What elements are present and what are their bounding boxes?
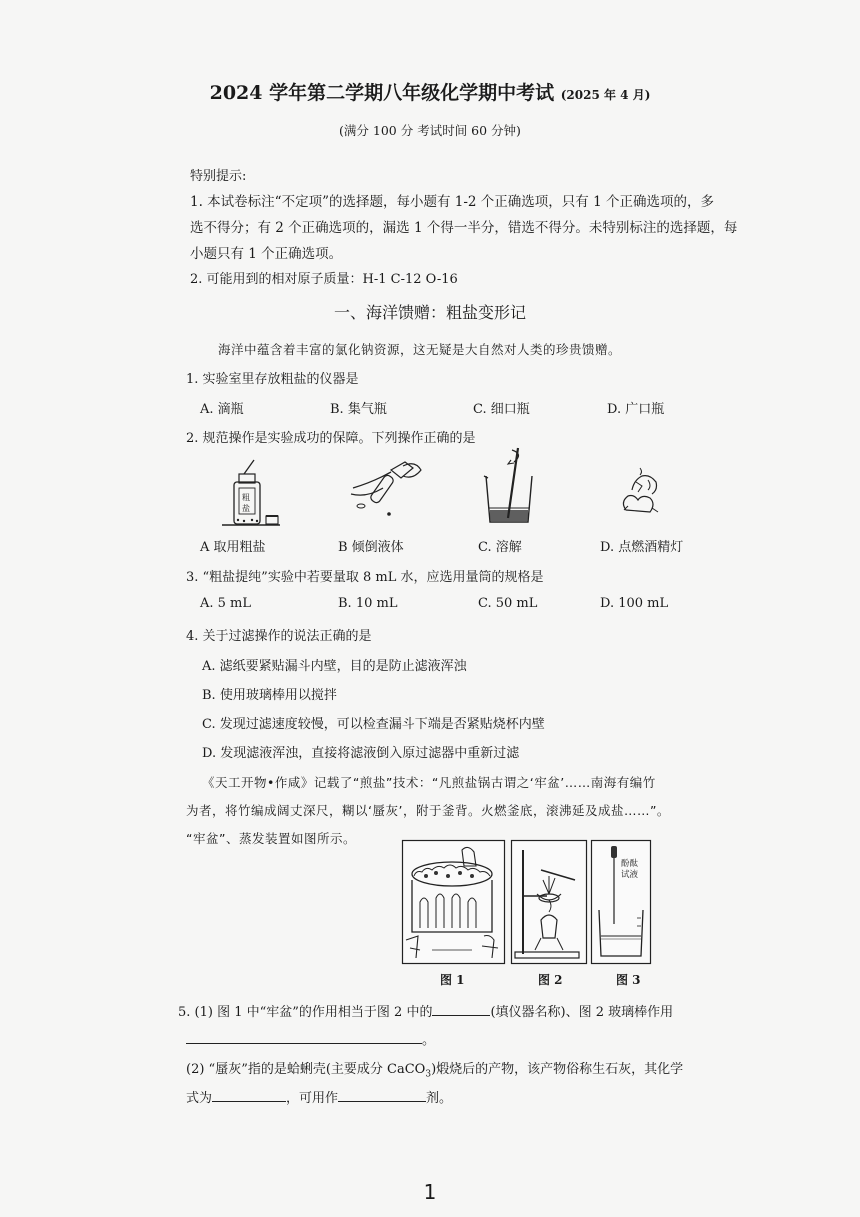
q2-stem: 2. 规范操作是实验成功的保障。下列操作正确的是 <box>186 431 476 446</box>
exam-subtitle: (满分 100 分 考试时间 60 分钟) <box>339 123 521 138</box>
section-title: 一、海洋馈赠：粗盐变形记 <box>333 303 526 322</box>
q4-option-a: A. 滤纸要紧贴漏斗内壁，目的是防止滤液浑浊 <box>202 659 467 674</box>
q5-part3-text-c: 剂。 <box>426 1091 453 1106</box>
q5-part1-text-a: 5. (1) 图 1 中“牢盆”的作用相当于图 2 中的 <box>178 1005 433 1020</box>
q5-part3-text-a: 式为 <box>186 1091 213 1106</box>
title-date: (2025 年 4 月) <box>560 88 651 102</box>
bottle-label-text: 粗 <box>242 493 250 502</box>
q2-figure-c <box>480 446 540 528</box>
q5-part2-text-b: )煅烧后的产物，该产物俗称生石灰，其化学 <box>431 1062 684 1077</box>
q5-part3-text-b: ，可用作 <box>286 1091 339 1106</box>
q5-blank-rod-function[interactable] <box>186 1030 422 1044</box>
notes-heading: 特别提示: <box>190 169 247 184</box>
figure-2-evaporation <box>511 840 587 964</box>
notes-line-2: 选不得分；有 2 个正确选项的，漏选 1 个得一半分，错选不得分。未特别标注的选择题，每 <box>190 220 738 236</box>
q4-option-b: B. 使用玻璃棒用以搅拌 <box>202 688 337 703</box>
q3-option-a: A. 5 mL <box>200 596 252 611</box>
q3-option-c: C. 50 mL <box>478 596 538 611</box>
q4-option-d: D. 发现滤液浑浊，直接将滤液倒入原过滤器中重新过滤 <box>202 746 520 761</box>
notes-line-3: 小题只有 1 个正确选项。 <box>190 246 343 262</box>
q5-part2-sub: 3 <box>425 1069 432 1080</box>
figure-3-dropper-beaker <box>591 840 651 964</box>
q2-figure-a <box>222 460 282 528</box>
figure-1-salt-pan <box>402 840 505 964</box>
q2-option-c: C. 溶解 <box>478 540 522 555</box>
q1-option-c: C. 细口瓶 <box>473 402 530 417</box>
q5-part2-text-a: (2) “蜃灰”指的是蛤蜊壳(主要成分 CaCO <box>186 1062 426 1077</box>
q1-option-d: D. 广口瓶 <box>607 402 665 417</box>
q5-blank-instrument[interactable] <box>432 1002 490 1016</box>
q5-part2-line <box>186 1058 683 1080</box>
q3-stem: 3. “粗盐提纯”实验中若要量取 8 mL 水，应选用量筒的规格是 <box>186 570 544 585</box>
figure-2-caption: 图 2 <box>538 973 563 987</box>
q2-option-d: D. 点燃酒精灯 <box>600 540 684 555</box>
q1-stem: 1. 实验室里存放粗盐的仪器是 <box>186 372 359 387</box>
q2-figure-d <box>612 466 672 526</box>
figure-1-caption: 图 1 <box>440 973 465 987</box>
q2-option-a: A 取用粗盐 <box>200 540 266 555</box>
q5-part1-line <box>178 1001 673 1020</box>
q2-option-b: B 倾倒液体 <box>338 540 404 555</box>
q4-option-c: C. 发现过滤速度较慢，可以检查漏斗下端是否紧贴烧杯内壁 <box>202 717 545 732</box>
page-number: 1 <box>423 1180 437 1204</box>
q5-blank-formula[interactable] <box>212 1088 286 1102</box>
q3-option-b: B. 10 mL <box>338 596 398 611</box>
figure-3-caption: 图 3 <box>616 973 641 987</box>
q5-part3-line <box>186 1087 452 1106</box>
page-title <box>0 78 860 105</box>
q5-part1-end: 。 <box>422 1033 436 1048</box>
fig3-label-1: 酚酞 <box>621 859 639 869</box>
q1-option-a: A. 滴瓶 <box>200 402 244 417</box>
q5-part1-answer-line <box>186 1029 435 1048</box>
q4-stem: 4. 关于过滤操作的说法正确的是 <box>186 629 372 644</box>
q3-option-d: D. 100 mL <box>600 596 669 611</box>
fig3-label-2: 试液 <box>621 870 639 880</box>
q2-figure-b <box>343 458 423 520</box>
q5-blank-usage[interactable] <box>338 1088 426 1102</box>
notes-line-1: 1. 本试卷标注“不定项”的选择题，每小题有 1-2 个正确选项，只有 1 个正确选项的，多 <box>190 194 714 210</box>
q5-part1-text-b: (填仪器名称)、图 2 玻璃棒作用 <box>490 1005 674 1020</box>
svg-text:盐: 盐 <box>242 504 250 513</box>
passage-line-1: 《天工开物•作咸》记载了“煎盐”技术：“凡煎盐锅古谓之‘牢盆’……南海有编竹 <box>202 775 656 790</box>
passage-line-3: “牢盆”、蒸发装置如图所示。 <box>186 831 356 846</box>
section-intro: 海洋中蕴含着丰富的氯化钠资源，这无疑是大自然对人类的珍贵馈赠。 <box>218 342 622 357</box>
passage-line-2: 为者，将竹编成阔丈深尺，糊以‘蜃灰’，附于釜背。火燃釜底，滚沸延及成盐……”。 <box>186 803 670 818</box>
q1-option-b: B. 集气瓶 <box>330 402 387 417</box>
notes-line-4: 2. 可能用到的相对原子质量：H-1 C-12 O-16 <box>190 272 458 287</box>
title-text: 2024 学年第二学期八年级化学期中考试 <box>209 82 555 104</box>
